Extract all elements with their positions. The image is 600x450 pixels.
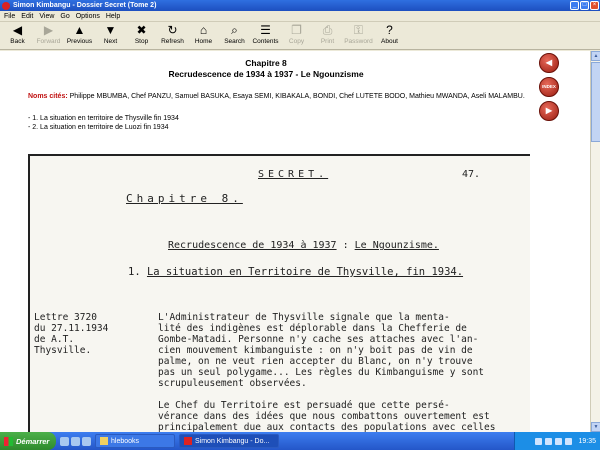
menu-help[interactable]: Help	[105, 12, 121, 20]
noms-label: Noms cités:	[28, 93, 68, 100]
refresh-icon: ↻	[167, 23, 178, 37]
print-icon: ⎙	[322, 23, 333, 37]
taskbar-item-hlebooks[interactable]	[95, 434, 175, 448]
password-icon: ⚿	[353, 23, 364, 37]
toolbar-home-button[interactable]	[188, 22, 219, 50]
forward-icon: ▶	[43, 23, 54, 37]
minimize-button[interactable]: _	[570, 1, 579, 10]
vertical-scrollbar[interactable]	[590, 51, 600, 432]
toolbar-about-button[interactable]	[374, 22, 405, 50]
quick-launch	[60, 437, 91, 446]
toolbar-contents-button[interactable]	[250, 22, 281, 50]
scan-recru-right: Le Ngounzisme.	[354, 240, 439, 251]
toolbar-refresh-button[interactable]	[157, 22, 188, 50]
menu-file[interactable]: File	[4, 12, 16, 20]
security-icon[interactable]	[555, 438, 562, 445]
section-links	[28, 114, 532, 132]
taskbar-item-kimbangu[interactable]	[179, 434, 279, 448]
toolbar-label: Copy	[288, 38, 305, 45]
toolbar-next-button[interactable]	[95, 22, 126, 50]
noms-cites	[28, 92, 528, 102]
index-button[interactable]: INDEX	[539, 77, 559, 97]
toolbar-search-button[interactable]	[219, 22, 250, 50]
section-link-2[interactable]: - 2. La situation en territoire de Luozi fin 1934	[28, 124, 169, 131]
toolbar-password-button[interactable]	[343, 22, 374, 50]
toolbar-label: Search	[224, 38, 245, 45]
scan-page-number: 47.	[462, 169, 481, 180]
quicklaunch-media-icon[interactable]	[82, 437, 91, 446]
next-icon: ▼	[104, 23, 117, 37]
scan-section-num: 1.	[128, 266, 147, 278]
menu-bar	[0, 11, 600, 22]
toolbar-label: Password	[344, 38, 373, 45]
windows-flag-icon	[4, 437, 13, 446]
quicklaunch-ie-icon[interactable]	[60, 437, 69, 446]
scan-recrudescence	[168, 240, 439, 251]
scan-paragraph-1: L'Administrateur de Thysville signale que la menta- lité des indigènes est déplorable dans la Chefferie de Gombe-Matadi. Personne n'y cache ses attaches avec l'an- cien mouvement kimbanguiste : on n'y boit pas de vin de palme, on ne veut rien accepter du Blanc, on n'y trouve pas un seul polygame... Les règles du Kimbanguisme y sont scrupuleusement observées.	[158, 312, 485, 389]
toolbar-label: Next	[103, 38, 118, 45]
folder-icon	[100, 437, 108, 445]
document	[0, 51, 532, 432]
contents-icon: ☰	[260, 23, 271, 37]
scroll-up-arrow-icon[interactable]: ▲	[591, 51, 600, 61]
taskbar	[0, 432, 600, 450]
toolbar-previous-button[interactable]	[64, 22, 95, 50]
toolbar-label: Stop	[134, 38, 149, 45]
close-button[interactable]: ×	[590, 1, 599, 10]
toolbar-stop-button[interactable]	[126, 22, 157, 50]
app-icon	[2, 2, 10, 10]
toolbar-label: Back	[10, 38, 25, 45]
scan-chapter: Chapitre 8.	[126, 192, 243, 205]
scan-recru-sep: :	[336, 240, 355, 251]
system-tray	[514, 432, 600, 450]
toolbar-back-button[interactable]	[2, 22, 33, 50]
content-area	[0, 51, 600, 432]
scan-recru-left: Recrudescence de 1934 à 1937	[168, 240, 337, 251]
next-page-button[interactable]: ▶	[539, 101, 559, 121]
title-bar	[0, 0, 600, 11]
window-title: Simon Kimbangu - Dossier Secret (Tome 2)	[13, 2, 157, 9]
previous-icon: ▲	[73, 23, 86, 37]
noms-text: Philippe MBUMBA, Chef PANZU, Samuel BASUKA, Esaya SEMI, KIBAKALA, BONDI, Chef LUTETE BODO, Mathieu MWANDA, Aseli MALAMBU.	[67, 93, 525, 100]
network-icon[interactable]	[535, 438, 542, 445]
toolbar-label: About	[381, 38, 398, 45]
update-icon[interactable]	[565, 438, 572, 445]
toolbar-forward-button[interactable]	[33, 22, 64, 50]
chapter-title: Chapitre 8	[245, 58, 287, 68]
menu-edit[interactable]: Edit	[21, 12, 34, 20]
toolbar-label: Refresh	[161, 38, 184, 45]
toolbar-label: Previous	[66, 38, 93, 45]
taskbar-item-label: hlebooks	[111, 437, 140, 445]
scroll-down-arrow-icon[interactable]: ▼	[591, 422, 600, 432]
prev-page-button[interactable]: ◀	[539, 53, 559, 73]
menu-options[interactable]: Options	[75, 12, 100, 20]
copy-icon: ❐	[291, 23, 302, 37]
scroll-thumb[interactable]	[591, 62, 600, 142]
section-link-1[interactable]: - 1. La situation en territoire de Thysville fin 1934	[28, 115, 179, 122]
taskbar-item-label: Simon Kimbangu - Do...	[195, 437, 270, 445]
scan-paragraph-2: Le Chef du Territoire est persuadé que cette persé- vérance dans des idées que nous combattons ouvertement est principalement due aux contacts des populations avec celles	[158, 400, 496, 432]
toolbar-label: Print	[320, 38, 335, 45]
toolbar-print-button[interactable]	[312, 22, 343, 50]
scanned-page	[28, 154, 530, 432]
quicklaunch-desktop-icon[interactable]	[71, 437, 80, 446]
menu-view[interactable]: View	[39, 12, 55, 20]
clock: 19:35	[578, 437, 596, 445]
app-icon	[184, 437, 192, 445]
scan-section-heading	[128, 266, 463, 278]
scan-section-title: La situation en Territoire de Thysville, fin 1934.	[146, 266, 464, 278]
start-button[interactable]	[0, 432, 56, 450]
start-label: Démarrer	[16, 436, 50, 446]
toolbar-label: Contents	[252, 38, 279, 45]
side-navigation	[538, 53, 560, 121]
menu-go[interactable]: Go	[60, 12, 70, 20]
volume-icon[interactable]	[545, 438, 552, 445]
toolbar-label: Forward	[36, 38, 61, 45]
stop-icon: ✖	[136, 23, 147, 37]
toolbar-label: Home	[194, 38, 213, 45]
home-icon: ⌂	[199, 23, 208, 37]
chapter-subtitle: Recrudescence de 1934 à 1937 - Le Ngounzisme	[168, 69, 364, 79]
maximize-button[interactable]: □	[580, 1, 589, 10]
toolbar-copy-button[interactable]	[281, 22, 312, 50]
back-icon: ◀	[12, 23, 23, 37]
scan-side-note: Lettre 3720 du 27.11.1934 de A.T. Thysville.	[34, 312, 109, 356]
search-icon: ⌕	[231, 23, 238, 37]
about-icon: ?	[386, 23, 393, 37]
toolbar	[0, 22, 600, 50]
scan-secret-header: SECRET.	[258, 169, 329, 180]
